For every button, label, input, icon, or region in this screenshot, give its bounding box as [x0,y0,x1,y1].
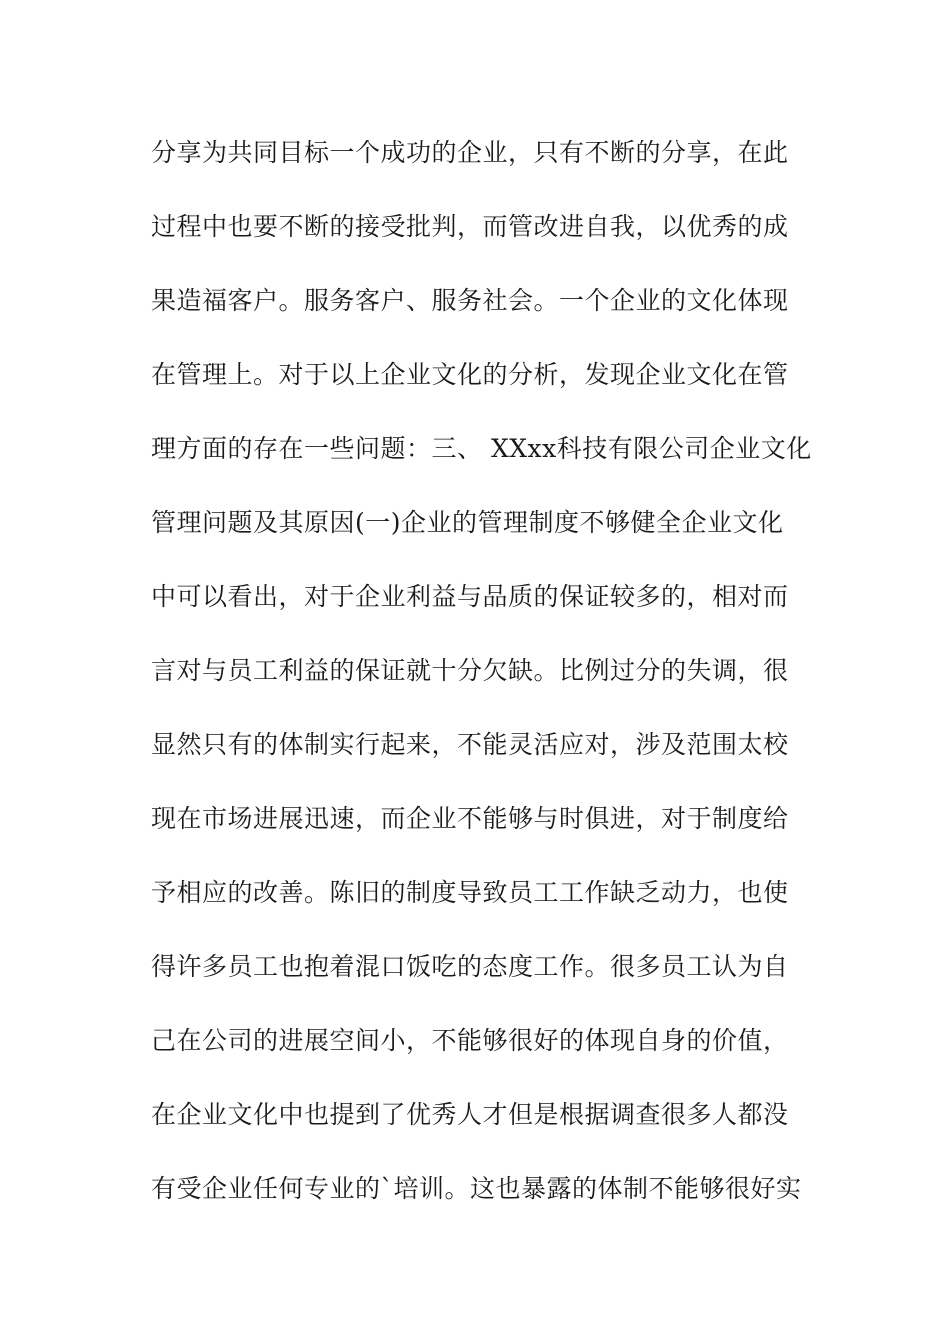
text-line: 言对与员工利益的保证就十分欠缺。比例过分的失调，很 [151,656,789,685]
text-line: 在企业文化中也提到了优秀人才但是根据调查很多人都没 [151,1100,789,1129]
text-line: 果造福客户。服务客户、服务社会。一个企业的文化体现 [151,286,789,315]
text-line: 过程中也要不断的接受批判，而管改进自我，以优秀的成 [151,212,789,241]
text-line: 现在市场进展迅速，而企业不能够与时俱进，对于制度给 [151,804,789,833]
text-line: 管理问题及其原因(一)企业的管理制度不够健全企业文化 [151,508,784,537]
body-paragraph [151,130,831,1240]
text-line: 在管理上。对于以上企业文化的分析，发现企业文化在管 [151,360,789,389]
text-line: 有受企业任何专业的`培训。这也暴露的体制不能够很好实 [151,1174,802,1203]
text-line: 分享为共同目标一个成功的企业，只有不断的分享，在此 [151,138,789,167]
text-line: 予相应的改善。陈旧的制度导致员工工作缺乏动力，也使 [151,878,789,907]
text-line: 得许多员工也抱着混口饭吃的态度工作。很多员工认为自 [151,952,789,981]
text-line: 理方面的存在一些问题：三、 XXxx科技有限公司企业文化 [151,434,812,463]
text-line: 己在公司的进展空间小，不能够很好的体现自身的价值， [151,1026,789,1055]
text-line: 显然只有的体制实行起来，不能灵活应对，涉及范围太校 [151,730,789,759]
text-line: 中可以看出，对于企业利益与品质的保证较多的，相对而 [151,582,789,611]
